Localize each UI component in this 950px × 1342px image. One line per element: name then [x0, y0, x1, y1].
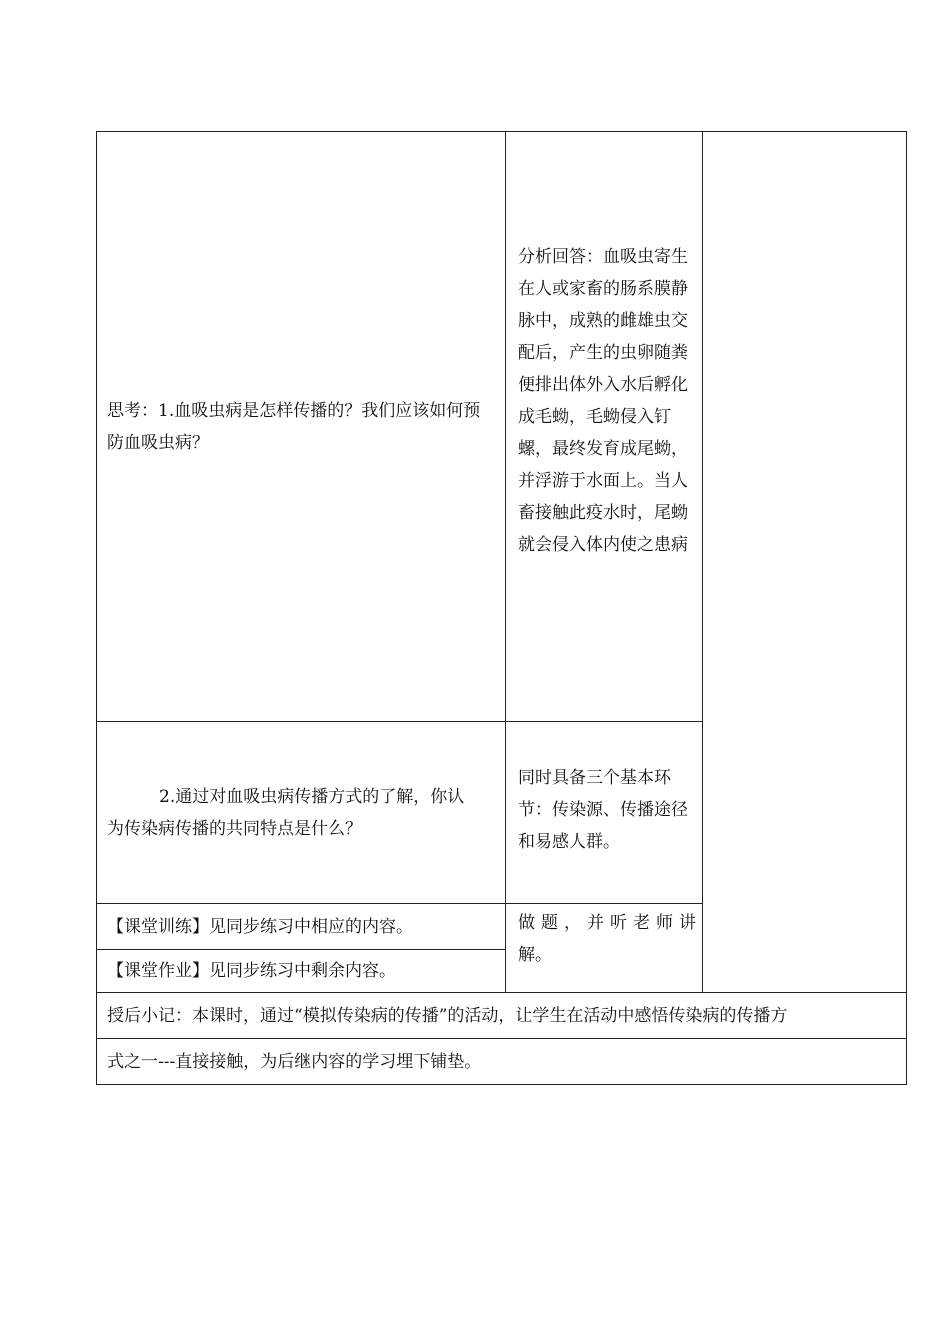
homework-cell [97, 950, 506, 993]
lesson-plan-table [96, 131, 907, 1085]
table-row [97, 132, 907, 722]
question-text-2a: 2.通过对血吸虫病传播方式的了解，你认 [159, 786, 465, 807]
question-cell-1 [97, 132, 506, 722]
reflection-note-cell-2 [97, 1039, 907, 1085]
exercise-cell [97, 904, 506, 950]
exercise-answer-line2: 解。 [518, 945, 552, 965]
exercise-answer-line1: 做题，并听老师讲 [518, 913, 696, 933]
exercise-text: 【课堂训练】见同步练习中相应的内容。 [107, 916, 413, 937]
reflection-note-cell-1 [97, 993, 907, 1039]
table-row [97, 1039, 907, 1085]
notes-column-cell [703, 132, 907, 993]
answer-cell-1 [506, 132, 703, 722]
exercise-answer-cell [506, 904, 703, 993]
question-text-2b: 为传染病传播的共同特点是什么？ [107, 818, 362, 839]
table-row [97, 993, 907, 1039]
question-cell-2 [97, 722, 506, 904]
question-text-1: 思考：1.血吸虫病是怎样传播的？我们应该如何预防血吸虫病？ [107, 400, 481, 453]
reflection-note-line1: 授后小记：本课时，通过“模拟传染病的传播”的活动，让学生在活动中感悟传染病的传播方 [107, 1005, 788, 1026]
reflection-note-line2: 式之一---直接接触，为后继内容的学习埋下铺垫。 [107, 1051, 482, 1072]
homework-text: 【课堂作业】见同步练习中剩余内容。 [107, 961, 396, 981]
answer-cell-2 [506, 722, 703, 904]
answer-text-1: 分析回答：血吸虫寄生在人或家畜的肠系膜静脉中，成熟的雌雄虫交配后，产生的虫卵随粪便排出体外入水后孵化成毛蚴，毛蚴侵入钉螺，最终发育成尾蚴，并浮游于水面上。当人畜接触此疫水时，尾蚴就会侵入体内使之患病 [518, 247, 688, 555]
answer-text-2: 同时具备三个基本环节：传染源、传播途径和易感人群。 [518, 768, 688, 852]
